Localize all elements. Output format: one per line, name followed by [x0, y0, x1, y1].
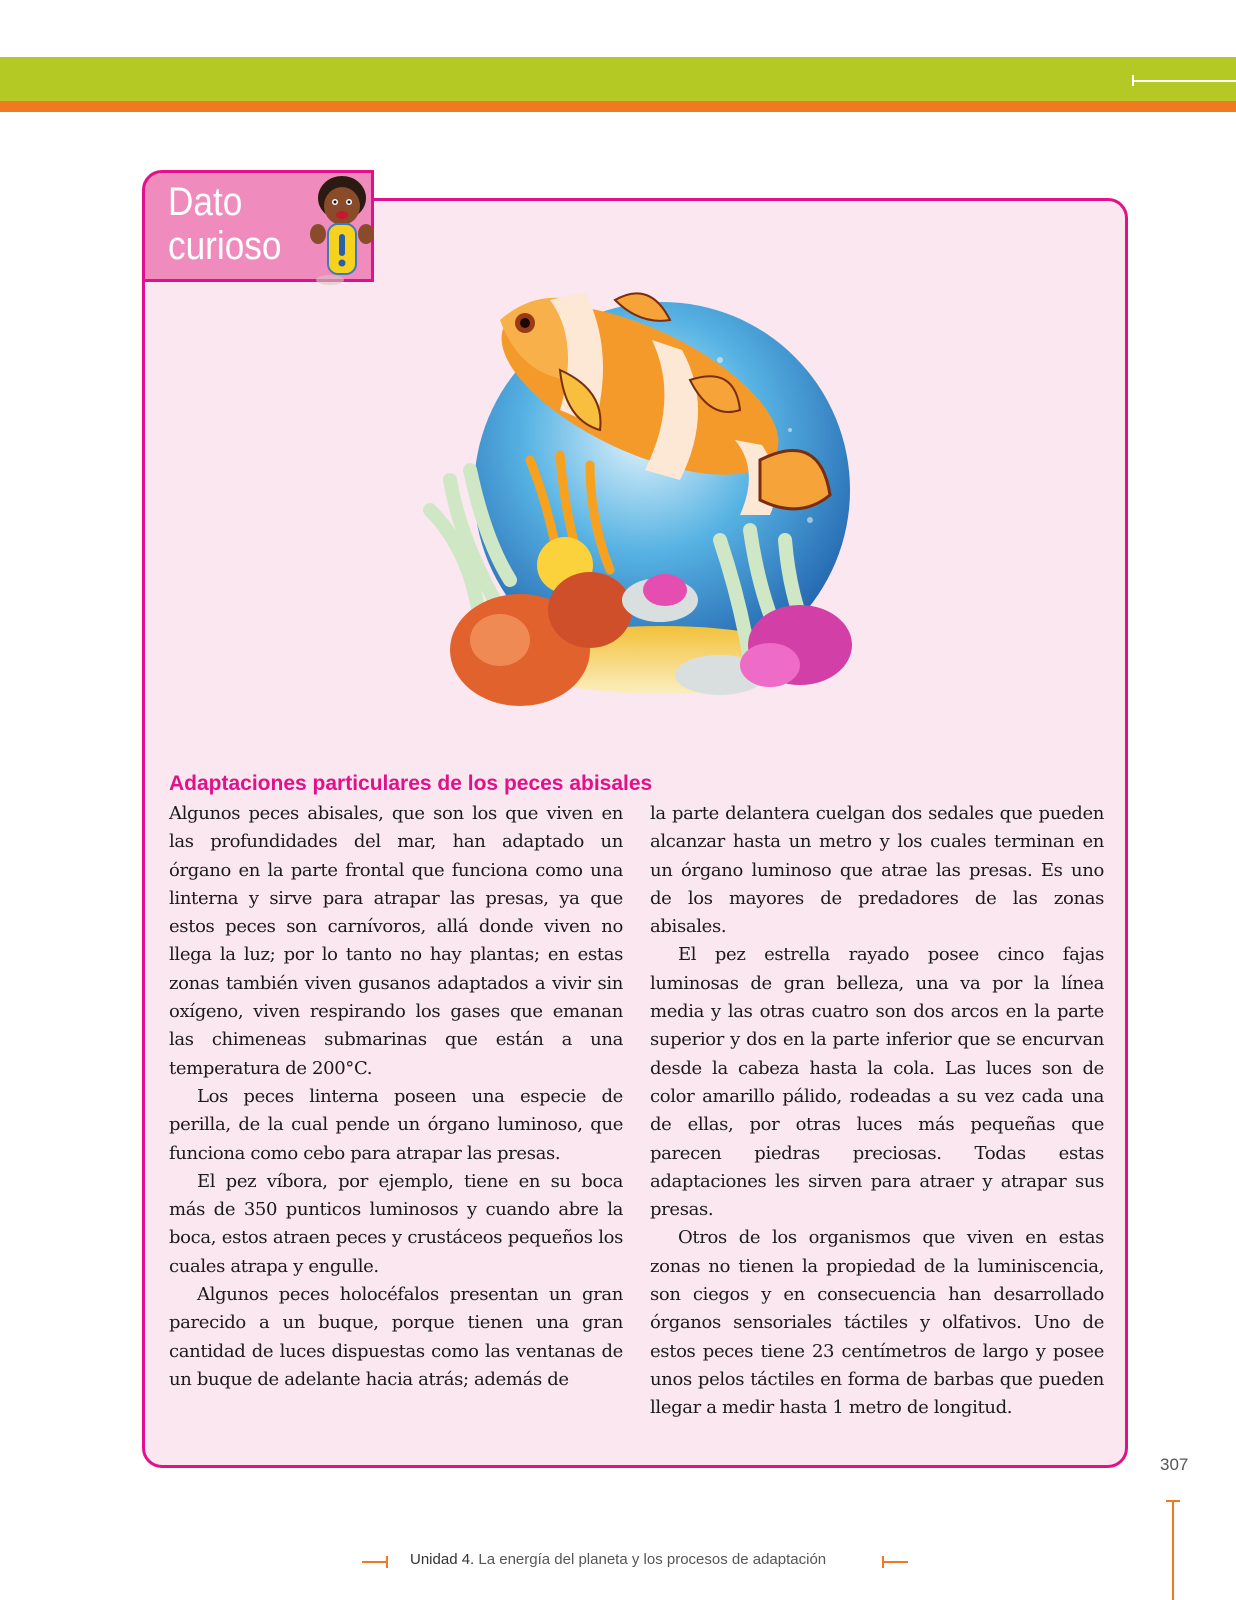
page-footer — [360, 1550, 920, 1574]
footer-rule-right — [882, 1561, 908, 1563]
footer-rule-left — [362, 1561, 388, 1563]
clownfish-reef-illustration — [390, 280, 890, 720]
header-green-band — [0, 57, 1236, 101]
header-rule-tick — [1132, 75, 1134, 86]
article-left-column — [169, 800, 623, 1394]
footer-title: La energía del planeta y los procesos de adaptación — [478, 1551, 827, 1568]
paragraph: El pez víbora, por ejemplo, tiene en su boca más de 350 punticos luminosos y cuando abre la boca, estos atraen peces y crustáceos pequeños los cuales atrapa y engulle. — [169, 1170, 623, 1277]
page-number: 307 — [1160, 1455, 1189, 1474]
header-orange-band — [0, 101, 1236, 112]
paragraph: la parte delantera cuelgan dos sedales que pueden alcanzar hasta un metro y los cuales terminan en un órgano luminoso que atrae las presas. Es uno de los mayores de predadores de las zonas abisales. — [650, 803, 1104, 938]
paragraph: Los peces linterna poseen una especie de perilla, de la cual pende un órgano luminoso, que funciona como cebo para atrapar las presas. — [169, 1085, 623, 1164]
article-heading: Adaptaciones particulares de los peces abisales — [169, 772, 653, 795]
paragraph: Algunos peces abisales, que son los que viven en las profundidades del mar, han adaptado un órgano en la parte frontal que funciona como una linterna y sirve para atrapar las presas, ya que estos peces son carnívoros, allá donde viven no llega la luz; por lo tanto no hay plantas; en estas zonas también viven gusanos adaptados a vivir sin oxígeno, viven respirando los gases que emanan las chimeneas submarinas que están a una temperatura de 200°C. — [169, 803, 623, 1079]
footer-text — [410, 1551, 826, 1568]
tab-title-line1: Dato — [168, 180, 243, 224]
kid-mascot-icon — [308, 168, 376, 288]
article-right-column — [650, 800, 1104, 1423]
footer-unit: Unidad 4. — [410, 1551, 475, 1568]
header-rule — [1132, 80, 1236, 82]
paragraph: Algunos peces holocéfalos presentan un gran parecido a un buque, porque tienen una gran cantidad de luces dispuestas como las ventanas de un buque de adelante hacia atrás; además de — [169, 1284, 623, 1390]
paragraph: El pez estrella rayado posee cinco fajas luminosas de gran belleza, una va por la línea media y las otras cuatro son dos arcos en la parte superior y dos en la parte inferior que se encurvan desde la cabeza hasta la cola. Las luces son de color amarillo pálido, rodeadas a su vez cada una de ellas, por otras luces más pequeñas que parecen piedras preciosas. Todas estas adaptaciones les sirven para atraer y atrapar sus presas. — [650, 944, 1104, 1221]
tab-title-line2: curioso — [168, 224, 282, 268]
margin-rule — [1172, 1500, 1174, 1600]
dato-curioso-title — [168, 180, 291, 268]
paragraph: Otros de los organismos que viven en estas zonas no tienen la propiedad de la luminiscencia, son ciegos y en consecuencia han desarrollado órganos sensoriales táctiles y olfativos. Uno de estos peces tiene 23 centímetros de largo y posee unos pelos táctiles en forma de barbas que pueden llegar a medir hasta 1 metro de longitud. — [650, 1227, 1104, 1419]
